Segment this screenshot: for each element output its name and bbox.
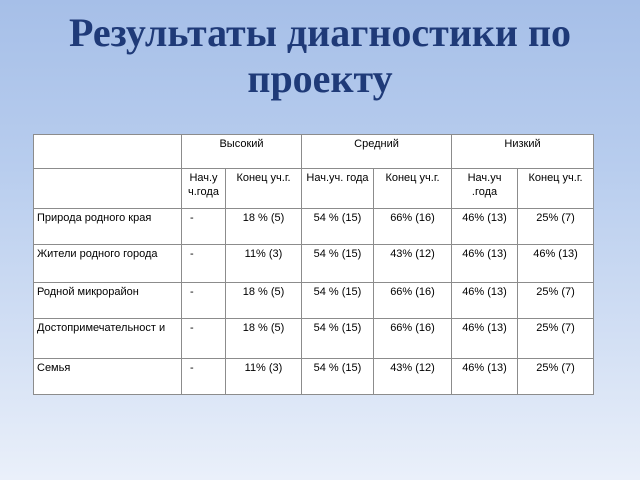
sub-header-cell: Конец уч.г. [226,169,302,209]
value-cell: 54 % (15) [302,209,374,245]
sub-header-cell: Нач.у ч.года [182,169,226,209]
table-row [34,359,594,395]
slide-title-line-2: проекту [247,56,393,101]
value-cell: 46% (13) [452,245,518,283]
table-row [34,245,594,283]
value-cell: 25% (7) [518,359,594,395]
value-cell: 66% (16) [374,319,452,359]
value-cell: 25% (7) [518,319,594,359]
sub-header-cell: Конец уч.г. [374,169,452,209]
sub-corner-cell [34,169,182,209]
value-cell: 46% (13) [452,209,518,245]
sub-header-cell: Конец уч.г. [518,169,594,209]
group-header-high: Высокий [182,135,302,169]
value-cell: 11% (3) [226,245,302,283]
value-cell: - [182,245,226,283]
value-cell: 46% (13) [518,245,594,283]
group-header-row [34,135,594,169]
row-name-cell: Жители родного города [34,245,182,283]
value-cell: 54 % (15) [302,319,374,359]
row-name-cell: Семья [34,359,182,395]
value-cell: 18 % (5) [226,319,302,359]
table-row [34,319,594,359]
sub-header-cell: Нач.уч .года [452,169,518,209]
row-name-cell: Достопримечательност и [34,319,182,359]
value-cell: 43% (12) [374,359,452,395]
results-table-container [33,134,593,394]
value-cell: 46% (13) [452,283,518,319]
value-cell: 54 % (15) [302,359,374,395]
value-cell: - [182,209,226,245]
value-cell: 18 % (5) [226,283,302,319]
value-cell: 18 % (5) [226,209,302,245]
row-name-cell: Природа родного края [34,209,182,245]
value-cell: 66% (16) [374,209,452,245]
value-cell: 11% (3) [226,359,302,395]
value-cell: - [182,283,226,319]
value-cell: 66% (16) [374,283,452,319]
group-header-medium: Средний [302,135,452,169]
value-cell: 46% (13) [452,319,518,359]
value-cell: - [182,359,226,395]
value-cell: 46% (13) [452,359,518,395]
value-cell: 25% (7) [518,209,594,245]
value-cell: - [182,319,226,359]
table-row [34,283,594,319]
slide-title-line-1: Результаты диагностики по [68,10,572,55]
group-header-low: Низкий [452,135,594,169]
corner-cell [34,135,182,169]
slide-title [0,10,640,102]
value-cell: 25% (7) [518,283,594,319]
table-row [34,209,594,245]
sub-header-row [34,169,594,209]
row-name-cell: Родной микрорайон [34,283,182,319]
value-cell: 54 % (15) [302,283,374,319]
value-cell: 43% (12) [374,245,452,283]
value-cell: 54 % (15) [302,245,374,283]
sub-header-cell: Нач.уч. года [302,169,374,209]
results-table [33,134,594,395]
